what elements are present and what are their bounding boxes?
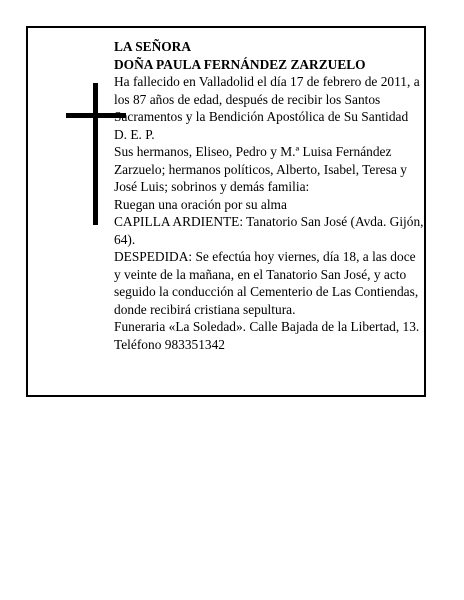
death-announcement: Ha fallecido en Valladolid el día 17 de febrero de 2011, a los 87 años de edad, después de recibir los Santos Sacramentos y la Bendición Apostólica de Su Santidad D. E. P. bbox=[114, 74, 420, 142]
prayer-request: Ruegan una oración por su alma bbox=[114, 196, 287, 212]
notice-heading: LA SEÑORA bbox=[114, 39, 192, 54]
deceased-name: DOÑA PAULA FERNÁNDEZ ZARZUELO bbox=[114, 56, 366, 72]
farewell-info: DESPEDIDA: Se efectúa hoy viernes, día 18, a las doce y veinte de la mañana, en el Tanatorio San José, y acto seguido la conducción al Cementerio de Las Contiendas, donde recibirá cristiana sepultura. bbox=[114, 249, 419, 317]
cross-vertical-bar bbox=[93, 83, 98, 225]
notice-text bbox=[114, 38, 424, 353]
family-list: Sus hermanos, Eliseo, Pedro y M.ª Luisa Fernández Zarzuelo; hermanos políticos, Alberto, Isabel, Teresa y José Luis; sobrinos y demás familia: bbox=[114, 144, 407, 194]
funeral-home-info: Funeraria «La Soledad». Calle Bajada de la Libertad, 13. Teléfono 983351342 bbox=[114, 319, 420, 352]
chapel-info: CAPILLA ARDIENTE: Tanatorio San José (Avda. Gijón, 64). bbox=[114, 214, 424, 247]
